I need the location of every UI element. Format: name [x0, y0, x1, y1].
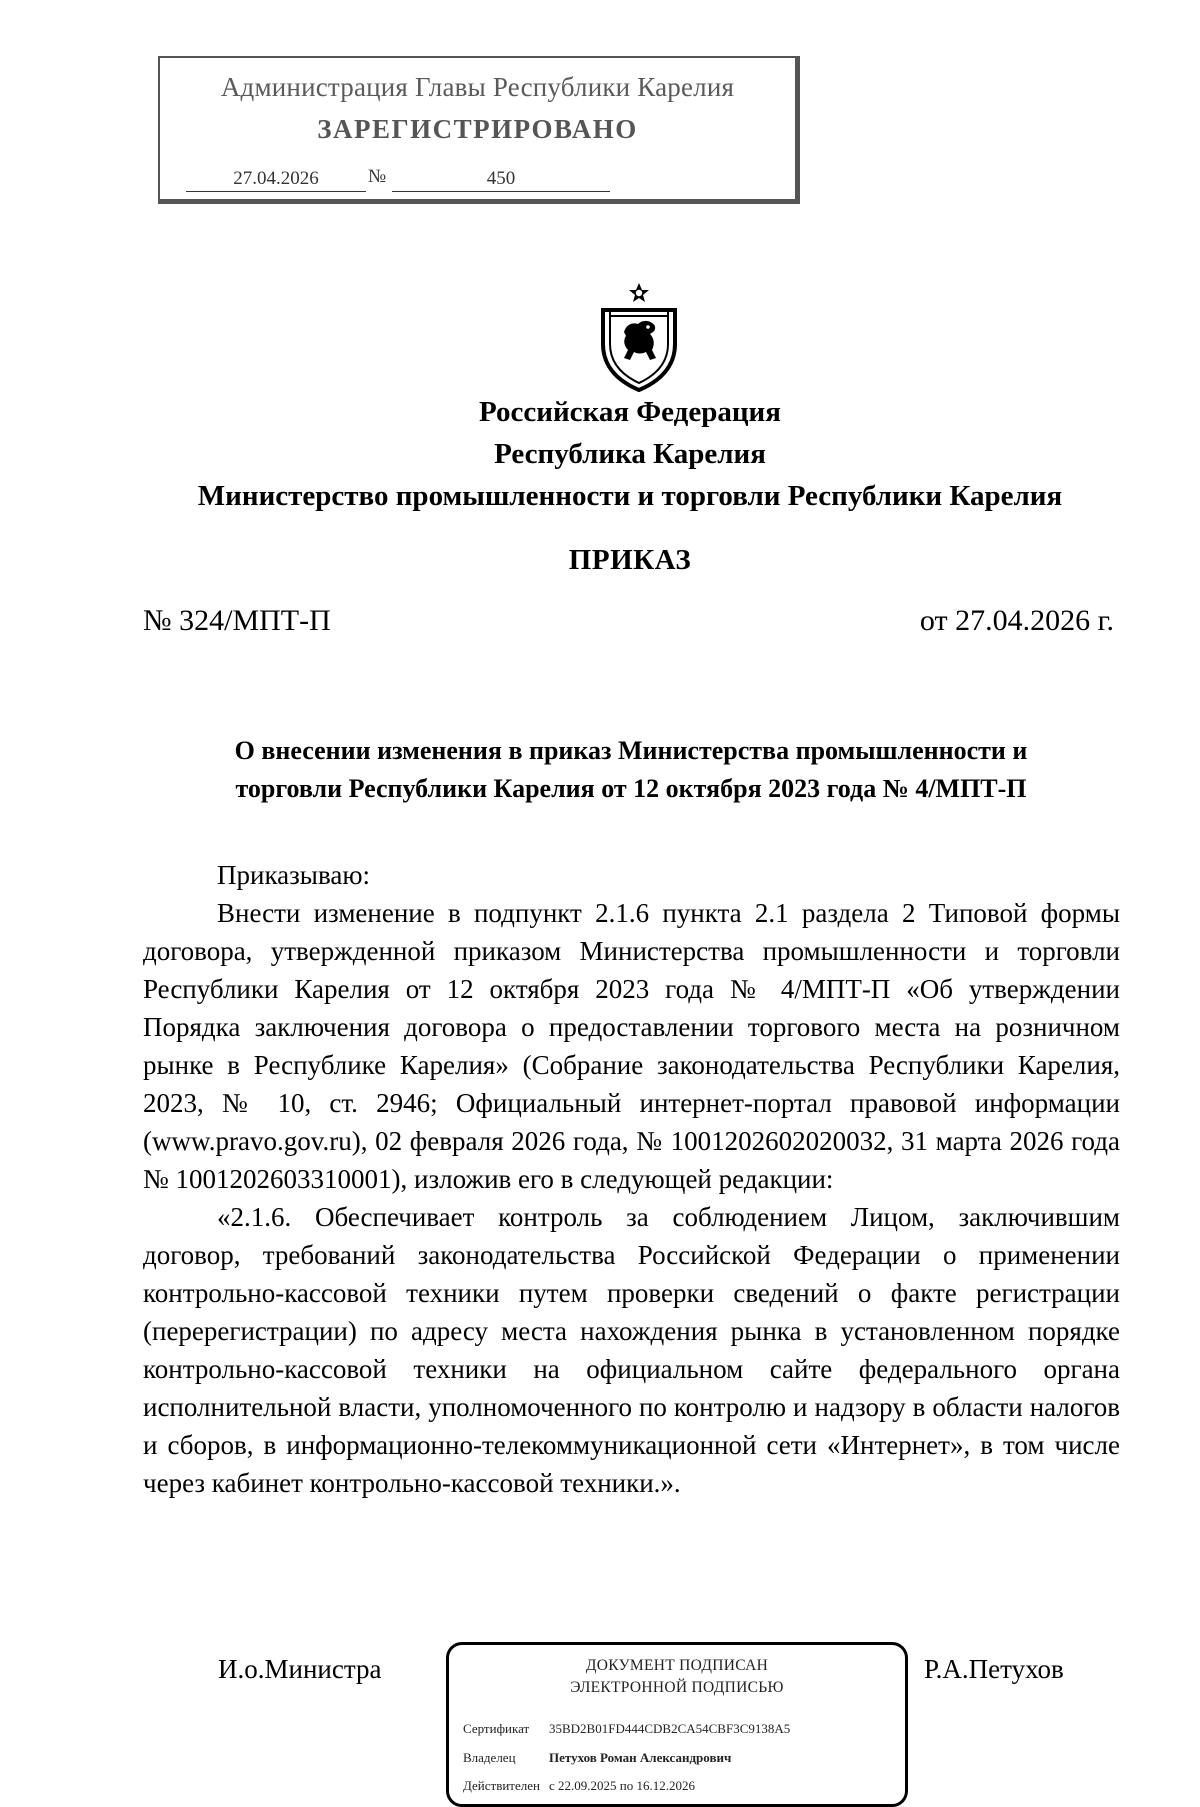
order-subject — [143, 732, 1119, 808]
subject-line-1: О внесении изменения в приказ Министерства промышленности и — [234, 736, 1028, 765]
body-paragraph-1: Внести изменение в подпункт 2.1.6 пункта 2.1 раздела 2 Типовой формы договора, утвержденной приказом Министерства промышленности и торговли Республики Карелия от 12 октября 2023 года № 4/МПТ-П «Об утверждении Порядка заключения договора о предоставлении торгового места на розничном рынке в Республике Карелия» (Собрание законодательства Республики Карелия, 2023, № 10, ст. 2946; Официальный интернет-портал правовой информации (www.pravo.gov.ru), 02 февраля 2026 года, № 1001202602020032, 31 марта 2026 года № 1001202603310001), изложив его в следующей редакции: — [143, 898, 1120, 1194]
electronic-signature-box — [446, 1642, 908, 1807]
stamp-number: 450 — [392, 168, 610, 192]
owner-value: Петухов Роман Александрович — [549, 1750, 732, 1765]
owner-label: Владелец — [463, 1750, 516, 1765]
validity-value: с 22.09.2025 по 16.12.2026 — [549, 1778, 695, 1793]
order-date: от 27.04.2026 г. — [919, 604, 1114, 637]
certificate-label: Сертификат — [463, 1721, 530, 1736]
certificate-value: 35BD2B01FD444CDB2CA54CBF3C9138A5 — [549, 1721, 791, 1736]
body-paragraph-2: «2.1.6. Обеспечивает контроль за соблюдением Лицом, заключившим договор, требований законодательства Российской Федерации о применении контрольно-кассовой техники путем проверки сведений о факте регистрации (перерегистрации) по адресу места нахождения рынка в установленном порядке контрольно-кассовой техники на официальном сайте федерального органа исполнительной власти, уполномоченного по контролю и надзору в области налогов и сборов, в информационно-телекоммуникационной сети «Интернет», в том числе через кабинет контрольно-кассовой техники.». — [143, 1202, 1120, 1498]
order-body — [143, 856, 1120, 1502]
order-number: № 324/МПТ-П — [143, 604, 331, 637]
signatory-position: И.о.Министра — [218, 1654, 382, 1684]
validity-label: Действителен — [463, 1778, 540, 1793]
stamp-date: 27.04.2026 — [186, 168, 366, 192]
header-country: Российская Федерация — [479, 396, 781, 428]
stamp-status: ЗАРЕГИСТРИРОВАНО — [317, 114, 638, 144]
registration-stamp — [158, 56, 800, 204]
header-region: Республика Карелия — [494, 438, 766, 470]
certificate-row — [463, 1721, 790, 1737]
signatory-name: Р.А.Петухов — [924, 1654, 1064, 1684]
stamp-number-sign: № — [368, 166, 387, 187]
document-type: ПРИКАЗ — [568, 544, 692, 576]
subject-line-2: торговли Республики Карелия от 12 октября 2023 года № 4/МПТ-П — [235, 774, 1027, 803]
header-ministry: Министерство промышленности и торговли Республики Карелия — [197, 480, 1063, 512]
body-paragraph-intro: Приказываю: — [217, 860, 370, 890]
owner-row — [463, 1750, 731, 1766]
stamp-authority: Администрация Главы Республики Карелия — [220, 72, 735, 102]
validity-row — [463, 1778, 695, 1794]
signature-title-2: ЭЛЕКТРОННОЙ ПОДПИСЬЮ — [570, 1679, 784, 1696]
coat-of-arms-icon — [598, 282, 680, 392]
signature-title-1: ДОКУМЕНТ ПОДПИСАН — [585, 1657, 769, 1674]
